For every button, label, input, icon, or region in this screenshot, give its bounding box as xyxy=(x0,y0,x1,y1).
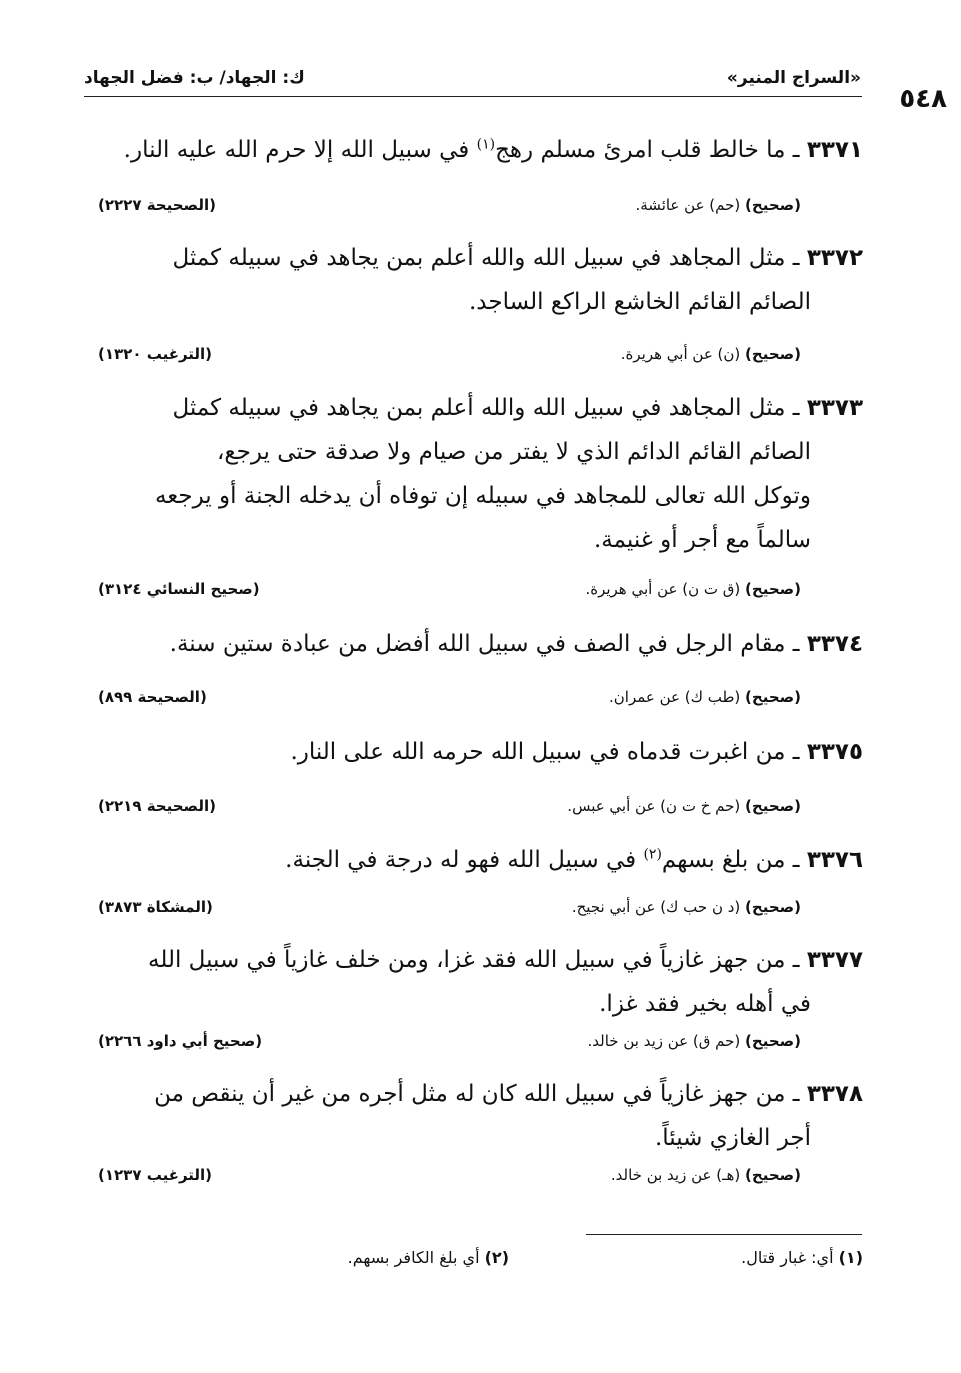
hadith-number: ٣٣٧٦ xyxy=(806,847,863,873)
footnote-rule xyxy=(586,1234,862,1235)
hadith-text: الصائم القائم الخاشع الراكع الساجد. xyxy=(468,289,811,315)
footnote-text: أي بلغ الكافر بسهم. xyxy=(347,1248,480,1267)
hadith-source: (صحيح) (ن) عن أبي هريرة. xyxy=(620,345,801,363)
hadith-text: وتوكل الله تعالى للمجاهد في سبيله إن توفاه أن يدخله الجنة أو يرجعه xyxy=(154,483,811,509)
page-number: ٥٤٨ xyxy=(899,84,947,114)
footnote-marker: (٢) xyxy=(643,846,662,863)
hadith-text: في سبيل الله إلا حرم الله عليه النار. xyxy=(123,137,470,163)
running-header-book-title: «السراج المنير» xyxy=(726,68,861,88)
hadith-grade: (صحيح) xyxy=(745,580,801,598)
footnote-mark: (٢) xyxy=(484,1248,509,1267)
hadith-number: ٣٣٧١ xyxy=(806,137,863,163)
hadith-text: أجر الغازي شيئاً. xyxy=(654,1125,811,1151)
hadith-number: ٣٣٧٨ xyxy=(806,1081,863,1107)
hadith-reference: (صحيح أبي داود ٢٢٦٦) xyxy=(98,1032,263,1050)
hadith-entry: ٣٣٧١ ـ ما خالط قلب امرئ مسلم رهج$^{(١)}$ في سبيل الله إلا حرم الله عليه النار. xyxy=(123,136,863,163)
hadith-number: ٣٣٧٧ xyxy=(806,947,863,973)
hadith-reference: (المشكاة ٣٨٧٣) xyxy=(98,898,213,916)
hadith-source: (صحيح) (طب ك) عن عمران. xyxy=(609,688,801,706)
hadith-number: ٣٣٧٥ xyxy=(806,739,863,765)
hadith-source: (صحيح) (د ن حب ك) عن أبي نجيح. xyxy=(571,898,801,916)
footnote xyxy=(348,1248,509,1267)
hadith-reference: (الصحيحة ٢٢١٩) xyxy=(98,797,216,815)
hadith-reference: (الصحيحة ٢٢٢٧) xyxy=(98,196,216,214)
hadith-entry: ٣٣٧٨ ـ من جهز غازياً في سبيل الله كان له مثل أجره من غير أن ينقص من أجر الغازي شيئاً. xyxy=(98,1072,863,1160)
header-rule xyxy=(84,96,862,97)
hadith-reference: (الصحيحة ٨٩٩) xyxy=(98,688,207,706)
hadith-grade: (صحيح) xyxy=(745,898,801,916)
hadith-text: مثل المجاهد في سبيل الله والله أعلم بمن يجاهد في سبيله كمثل xyxy=(172,245,786,271)
hadith-source: (صحيح) (حم) عن عائشة. xyxy=(635,196,801,214)
hadith-grade: (صحيح) xyxy=(745,688,801,706)
hadith-entry: ٣٣٧٥ ـ من اغبرت قدماه في سبيل الله حرمه الله على النار. xyxy=(290,739,863,765)
hadith-text: من اغبرت قدماه في سبيل الله حرمه الله على النار. xyxy=(290,739,786,765)
running-header-chapter: ك: الجهاد/ ب: فضل الجهاد xyxy=(84,68,305,88)
hadith-text: مثل المجاهد في سبيل الله والله أعلم بمن يجاهد في سبيله كمثل xyxy=(172,395,786,421)
footnote-text: أي: غبار قتال. xyxy=(741,1248,834,1267)
hadith-text: في أهله بخير فقد غزا. xyxy=(599,991,811,1017)
hadith-entry: ٣٣٧٦ ـ من بلغ بسهم$^{(٢)}$ في سبيل الله فهو له درجة في الجنة. xyxy=(285,846,863,873)
hadith-entry: ٣٣٧٧ ـ من جهز غازياً في سبيل الله فقد غزا، ومن خلف غازياً في سبيل الله في أهله بخير فقد غزا. xyxy=(98,938,863,1026)
hadith-reference: (الترغيب ١٣٢٠) xyxy=(98,345,213,363)
hadith-text: من بلغ بسهم xyxy=(661,847,786,873)
footnote-marker: (١) xyxy=(476,136,496,153)
footnote-mark: (١) xyxy=(838,1248,863,1267)
hadith-grade: (صحيح) xyxy=(745,1032,801,1050)
hadith-number: ٣٣٧٣ xyxy=(806,395,863,421)
hadith-grade: (صحيح) xyxy=(745,345,801,363)
hadith-text: سالماً مع أجر أو غنيمة. xyxy=(593,527,811,553)
hadith-grade: (صحيح) xyxy=(745,1166,801,1184)
hadith-text: مقام الرجل في الصف في سبيل الله أفضل من عبادة ستين سنة. xyxy=(169,631,786,657)
hadith-number: ٣٣٧٢ xyxy=(806,245,863,271)
hadith-source: (صحيح) (ق ت ن) عن أبي هريرة. xyxy=(585,580,801,598)
hadith-entry: ٣٣٧٤ ـ مقام الرجل في الصف في سبيل الله أفضل من عبادة ستين سنة. xyxy=(169,631,863,657)
hadith-text: الصائم القائم الدائم الذي لا يفتر من صيام ولا صدقة حتى يرجع، xyxy=(216,439,811,465)
hadith-source: (صحيح) (حم ق) عن زيد بن خالد. xyxy=(587,1032,801,1050)
hadith-source: (صحيح) (هـ) عن زيد بن خالد. xyxy=(610,1166,801,1184)
hadith-entry: ٣٣٧٢ ـ مثل المجاهد في سبيل الله والله أعلم بمن يجاهد في سبيله كمثل الصائم القائم الخاشع الراكع الساجد. xyxy=(98,236,863,324)
hadith-reference: (صحيح النسائي ٣١٢٤) xyxy=(98,580,260,598)
hadith-text: من جهز غازياً في سبيل الله فقد غزا، ومن خلف غازياً في سبيل الله xyxy=(148,947,786,973)
hadith-text: ما خالط قلب امرئ مسلم رهج xyxy=(495,137,786,163)
hadith-entry: ٣٣٧٣ ـ مثل المجاهد في سبيل الله والله أعلم بمن يجاهد في سبيله كمثل الصائم القائم الدائم الذي لا يفتر من صيام ولا صدقة حتى يرجع، وتوكل الله تعالى للمجاهد في سبيله إن توفاه أن يدخله الجنة أو يرجعه سالماً مع أجر أو غنيمة. xyxy=(98,386,863,562)
footnote xyxy=(741,1248,863,1267)
hadith-text: في سبيل الله فهو له درجة في الجنة. xyxy=(285,847,637,873)
hadith-grade: (صحيح) xyxy=(745,797,801,815)
hadith-reference: (الترغيب ١٢٣٧) xyxy=(98,1166,213,1184)
hadith-text: من جهز غازياً في سبيل الله كان له مثل أجره من غير أن ينقص من xyxy=(154,1081,786,1107)
hadith-source: (صحيح) (حم خ ت ن) عن أبي عبس. xyxy=(567,797,801,815)
hadith-grade: (صحيح) xyxy=(745,196,801,214)
hadith-number: ٣٣٧٤ xyxy=(806,631,863,657)
